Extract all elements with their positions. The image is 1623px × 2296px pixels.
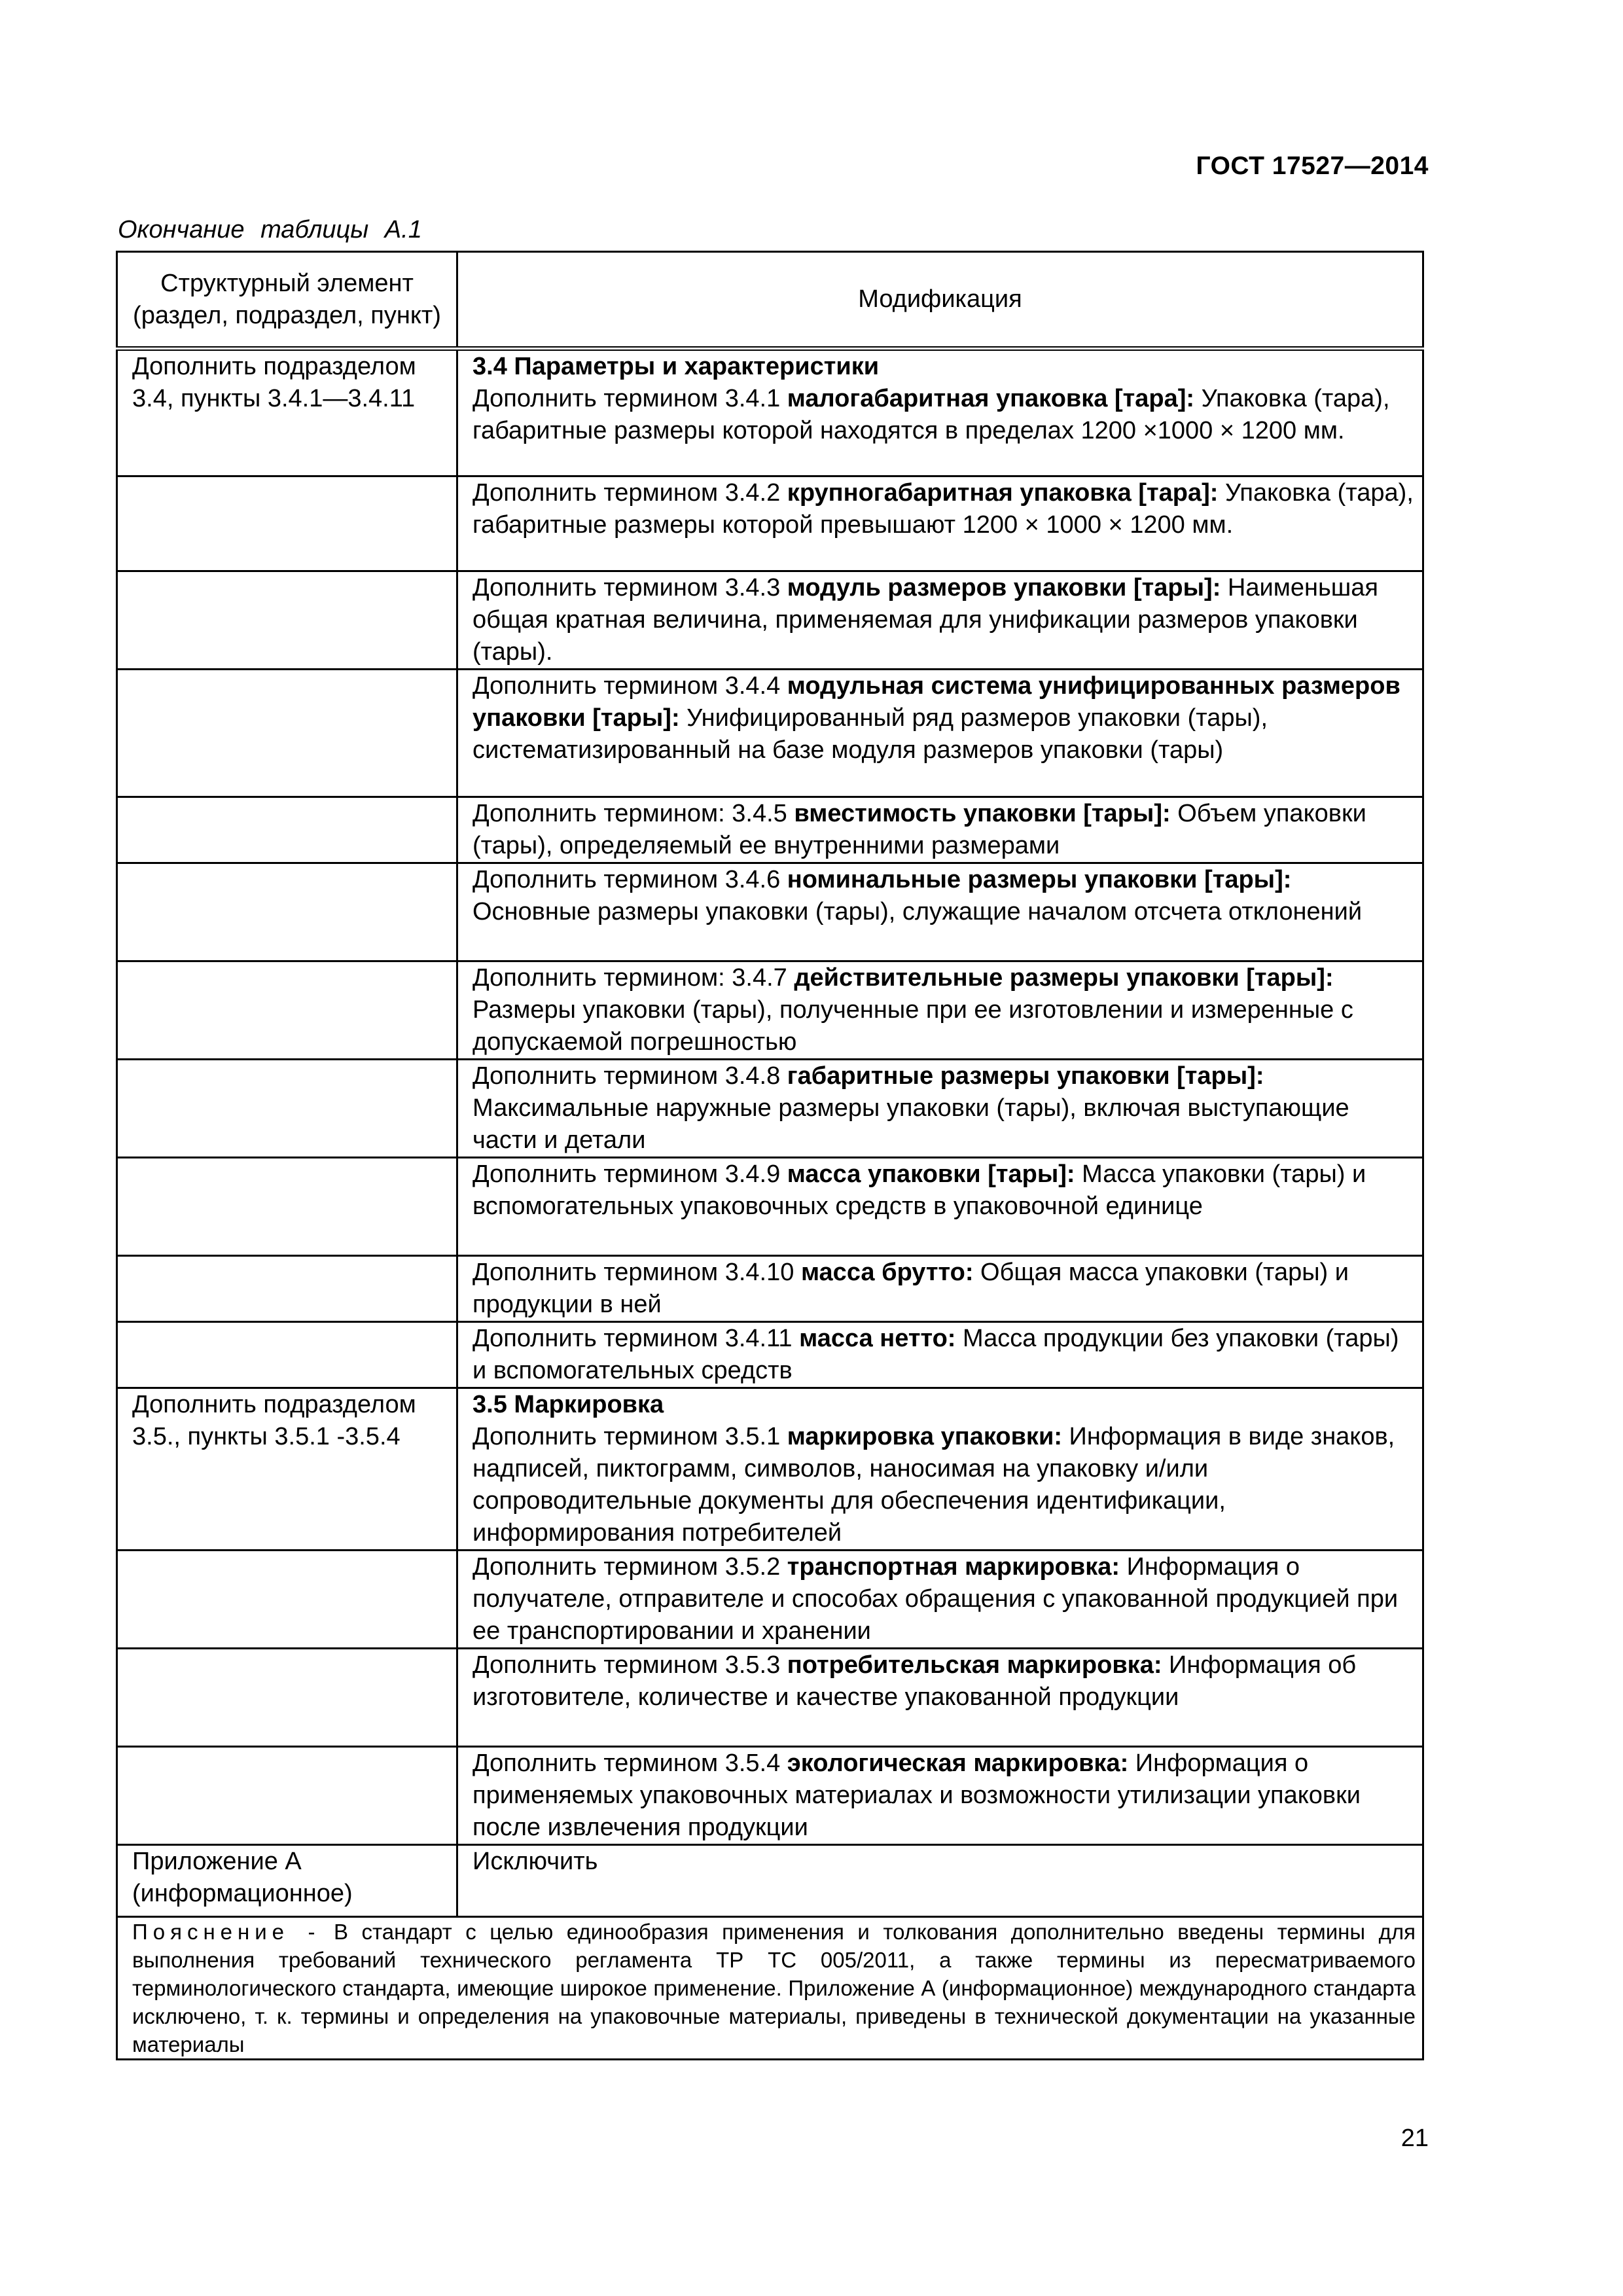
structural-element-cell bbox=[117, 1060, 457, 1158]
term-lead-text: Дополнить термином 3.5.3 bbox=[473, 1651, 787, 1679]
term-definition: Основные размеры упаковки (тары), служащие началом отсчета отклонений bbox=[473, 898, 1363, 925]
document-code: ГОСТ 17527—2014 bbox=[1196, 152, 1429, 180]
table-row bbox=[117, 1388, 1423, 1551]
table-row bbox=[117, 1256, 1423, 1322]
term-entry bbox=[473, 1257, 1416, 1321]
term-entry bbox=[473, 383, 1416, 447]
term-name: потребительская маркировка: bbox=[787, 1651, 1162, 1679]
term-entry bbox=[473, 798, 1416, 862]
term-entry bbox=[473, 1846, 1416, 1878]
structural-element-cell: Приложение А (информационное) bbox=[117, 1845, 457, 1917]
modification-cell bbox=[457, 1845, 1423, 1917]
structural-element-cell: Дополнить подразделом 3.5., пункты 3.5.1 -3.5.4 bbox=[117, 1388, 457, 1551]
term-name: крупногабаритная упаковка [тара]: bbox=[787, 479, 1219, 507]
term-entry bbox=[473, 1323, 1416, 1387]
term-name: масса нетто: bbox=[799, 1325, 956, 1352]
note-text: В стандарт с целью единообразия применения и толкования дополнительно введены термины для выполнения требований технического регламента ТР ТС 005/2011, а также термины из пересматриваемого терминологического стандарта, имеющие широкое применение. Приложение А (информационное) международного стандарта исключено, т. к. термины и определения на упаковочные материалы, приведены в технической документации на указанные материалы bbox=[132, 1920, 1416, 2056]
table-row bbox=[117, 797, 1423, 863]
structural-element-cell bbox=[117, 670, 457, 797]
term-definition: Масса упаковки (тары) и вспомогательных упаковочных средств в упаковочной единице bbox=[473, 1160, 1366, 1220]
modification-cell bbox=[457, 1388, 1423, 1551]
table-row bbox=[117, 349, 1423, 476]
table-row bbox=[117, 1322, 1423, 1388]
term-definition: Унифицированный ряд размеров упаковки (тары), систематизированный на базе модуля размеров упаковки (тары) bbox=[473, 704, 1268, 764]
table-row bbox=[117, 863, 1423, 961]
modification-cell bbox=[457, 1747, 1423, 1845]
term-name: маркировка упаковки: bbox=[787, 1423, 1062, 1450]
structural-element-cell bbox=[117, 1158, 457, 1256]
structural-element-cell bbox=[117, 1649, 457, 1747]
subsection-heading: 3.4 Параметры и характеристики bbox=[473, 353, 880, 380]
table-caption: Окончание таблицы А.1 bbox=[118, 216, 422, 243]
term-definition: Информация об изготовителе, количестве и качестве упакованной продукции bbox=[473, 1651, 1357, 1711]
table-row bbox=[117, 1649, 1423, 1747]
note-cell bbox=[117, 1917, 1423, 2060]
structural-element-cell bbox=[117, 571, 457, 670]
modification-table bbox=[116, 251, 1424, 2060]
structural-element-cell bbox=[117, 797, 457, 863]
term-definition: Общая масса упаковки (тары) и продукции в ней bbox=[473, 1259, 1349, 1318]
term-name: малогабаритная упаковка [тара]: bbox=[787, 385, 1195, 412]
modification-cell bbox=[457, 1158, 1423, 1256]
table-row bbox=[117, 961, 1423, 1060]
note-row bbox=[117, 1917, 1423, 2060]
header-modification: Модификация bbox=[457, 252, 1423, 349]
term-entry bbox=[473, 477, 1416, 541]
term-lead-text: Дополнить термином 3.4.10 bbox=[473, 1259, 801, 1286]
term-definition: Наименьшая общая кратная величина, применяемая для унификации размеров упаковки (тары). bbox=[473, 574, 1378, 666]
term-lead-text: Дополнить термином 3.4.9 bbox=[473, 1160, 787, 1188]
term-entry bbox=[473, 1158, 1416, 1223]
term-definition: Масса продукции без упаковки (тары) и вспомогательных средств bbox=[473, 1325, 1399, 1384]
term-name: экологическая маркировка: bbox=[787, 1749, 1129, 1777]
term-name: масса брутто: bbox=[800, 1259, 974, 1286]
term-name: габаритные размеры упаковки [тары]: bbox=[787, 1062, 1264, 1090]
table-header-row bbox=[117, 252, 1423, 349]
term-entry bbox=[473, 864, 1416, 928]
table-row bbox=[117, 1747, 1423, 1845]
term-name: модуль размеров упаковки [тары]: bbox=[787, 574, 1221, 601]
term-lead-text: Дополнить термином 3.4.6 bbox=[473, 866, 787, 893]
note-label: Пояснение - bbox=[132, 1920, 321, 1944]
modification-cell bbox=[457, 1649, 1423, 1747]
modification-cell bbox=[457, 571, 1423, 670]
modification-cell bbox=[457, 1322, 1423, 1388]
table-row bbox=[117, 1158, 1423, 1256]
structural-element-cell bbox=[117, 961, 457, 1060]
term-lead-text: Исключить bbox=[473, 1848, 598, 1875]
term-entry bbox=[473, 572, 1416, 668]
subsection-heading: 3.5 Маркировка bbox=[473, 1391, 664, 1418]
term-name: модульная система унифицированных размеров упаковки [тары]: bbox=[473, 672, 1400, 732]
term-name: действительные размеры упаковки [тары]: bbox=[794, 964, 1334, 992]
structural-element-cell bbox=[117, 1747, 457, 1845]
term-entry bbox=[473, 1649, 1416, 1713]
modification-cell bbox=[457, 670, 1423, 797]
table-row bbox=[117, 1845, 1423, 1917]
modification-cell bbox=[457, 961, 1423, 1060]
modification-cell bbox=[457, 797, 1423, 863]
term-lead-text: Дополнить термином 3.4.8 bbox=[473, 1062, 787, 1090]
modification-cell bbox=[457, 349, 1423, 476]
term-definition: Упаковка (тара), габаритные размеры которой превышают 1200 × 1000 × 1200 мм. bbox=[473, 479, 1414, 539]
term-name: масса упаковки [тары]: bbox=[787, 1160, 1075, 1188]
term-lead-text: Дополнить термином: 3.4.5 bbox=[473, 800, 794, 827]
term-lead-text: Дополнить термином 3.4.11 bbox=[473, 1325, 800, 1352]
modification-cell bbox=[457, 476, 1423, 571]
term-lead-text: Дополнить термином 3.4.4 bbox=[473, 672, 787, 700]
term-lead-text: Дополнить термином 3.5.1 bbox=[473, 1423, 787, 1450]
table-row bbox=[117, 1060, 1423, 1158]
table-row bbox=[117, 670, 1423, 797]
term-definition: Информация о применяемых упаковочных материалах и возможности утилизации упаковки после извлечения продукции bbox=[473, 1749, 1361, 1841]
term-entry bbox=[473, 1748, 1416, 1844]
structural-element-cell bbox=[117, 1322, 457, 1388]
structural-element-cell bbox=[117, 1551, 457, 1649]
term-lead-text: Дополнить термином 3.5.2 bbox=[473, 1553, 787, 1581]
term-definition: Упаковка (тара), габаритные размеры которой находятся в пределах 1200 ×1000 × 1200 мм. bbox=[473, 385, 1390, 444]
table-body bbox=[117, 349, 1423, 1917]
page-number: 21 bbox=[1400, 2125, 1429, 2152]
term-definition: Максимальные наружные размеры упаковки (тары), включая выступающие части и детали bbox=[473, 1094, 1349, 1154]
header-structural-element: Структурный элемент (раздел, подраздел, пункт) bbox=[117, 252, 457, 349]
term-definition: Объем упаковки (тары), определяемый ее внутренними размерами bbox=[473, 800, 1366, 859]
term-definition: Размеры упаковки (тары), полученные при ее изготовлении и измеренные с допускаемой погрешностью bbox=[473, 996, 1353, 1056]
table-row bbox=[117, 571, 1423, 670]
modification-cell bbox=[457, 1256, 1423, 1322]
term-entry bbox=[473, 670, 1416, 766]
term-entry bbox=[473, 1421, 1416, 1549]
term-definition: Информация о получателе, отправителе и способах обращения с упакованной продукцией при ее транспортировании и хранении bbox=[473, 1553, 1399, 1645]
structural-element-cell bbox=[117, 863, 457, 961]
term-name: вместимость упаковки [тары]: bbox=[794, 800, 1171, 827]
modification-cell bbox=[457, 863, 1423, 961]
modification-cell bbox=[457, 1551, 1423, 1649]
term-lead-text: Дополнить термином 3.5.4 bbox=[473, 1749, 787, 1777]
term-name: транспортная маркировка: bbox=[787, 1553, 1120, 1581]
term-lead-text: Дополнить термином 3.4.2 bbox=[473, 479, 787, 507]
term-lead-text: Дополнить термином 3.4.1 bbox=[473, 385, 787, 412]
term-lead-text: Дополнить термином 3.4.3 bbox=[473, 574, 787, 601]
structural-element-cell bbox=[117, 1256, 457, 1322]
term-definition: Информация в виде знаков, надписей, пиктограмм, символов, наносимая на упаковку и/или сопроводительные документы для обеспечения идентификации, информирования потребителей bbox=[473, 1423, 1395, 1547]
term-name: номинальные размеры упаковки [тары]: bbox=[787, 866, 1292, 893]
modification-cell bbox=[457, 1060, 1423, 1158]
table-row bbox=[117, 476, 1423, 571]
term-entry bbox=[473, 962, 1416, 1058]
term-entry bbox=[473, 1551, 1416, 1647]
term-lead-text: Дополнить термином: 3.4.7 bbox=[473, 964, 794, 992]
term-entry bbox=[473, 1060, 1416, 1157]
table-row bbox=[117, 1551, 1423, 1649]
structural-element-cell bbox=[117, 476, 457, 571]
structural-element-cell: Дополнить подразделом 3.4, пункты 3.4.1—3.4.11 bbox=[117, 349, 457, 476]
